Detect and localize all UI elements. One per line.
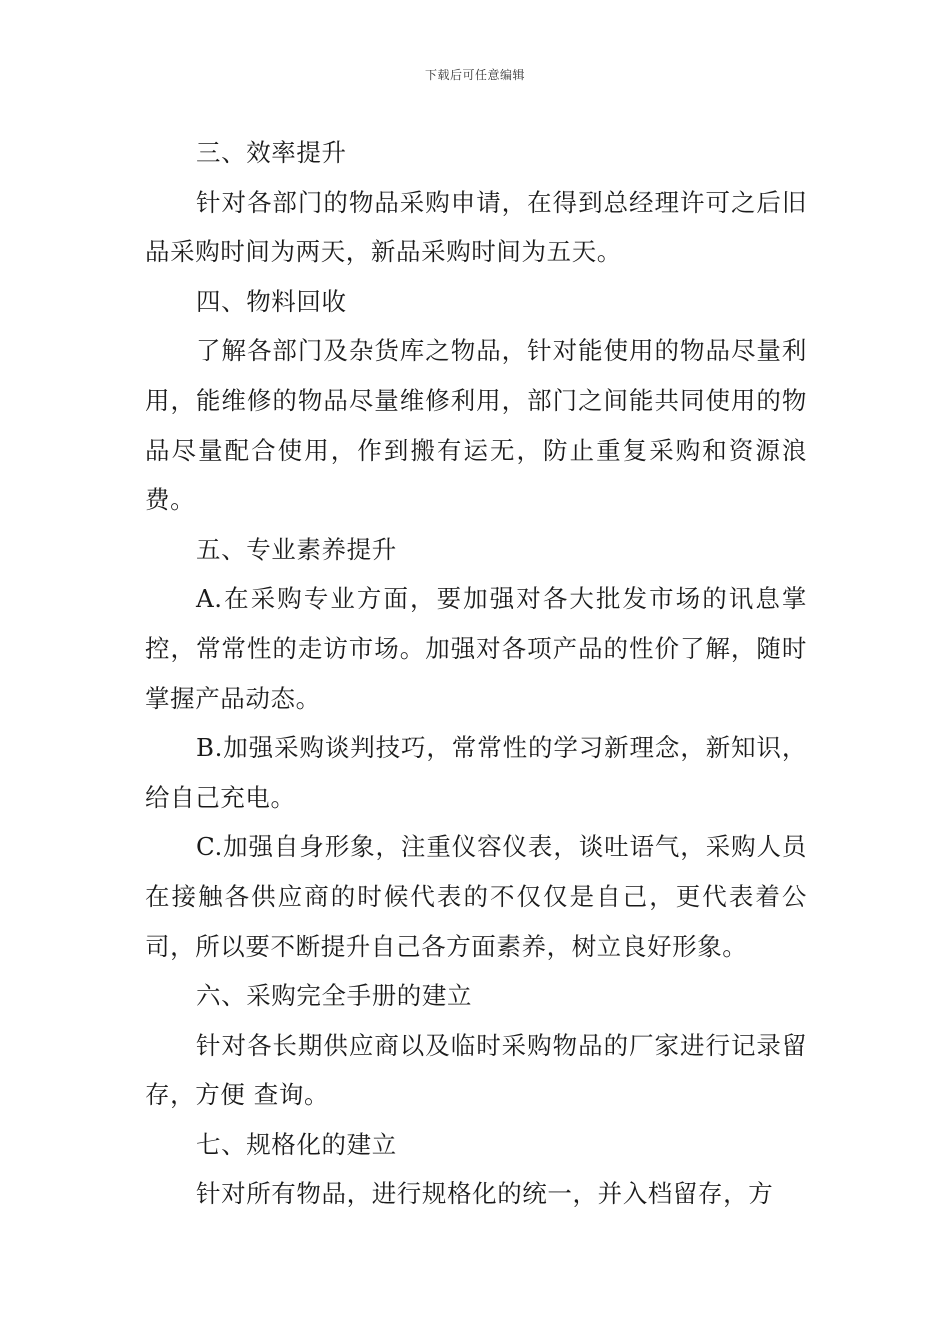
document-body [145, 128, 807, 1219]
page-header: 下载后可任意编辑 [424, 68, 525, 82]
paragraph-efficiency: 针对各部门的物品采购申请，在得到总经理许可之后旧品采购时间为两天，新品采购时间为五天。 [145, 187, 807, 267]
paragraph-item-b: B.加强采购谈判技巧，常常性的学习新理念，新知识，给自己充电。 [145, 733, 807, 812]
paragraph-item-c: C.加强自身形象，注重仪容仪表，谈吐语气，采购人员在接触各供应商的时候代表的不仅仅是自己，更代表着公司，所以要不断提升自己各方面素养，树立良好形象。 [145, 832, 807, 961]
paragraph-material-recovery: 了解各部门及杂货库之物品，针对能使用的物品尽量利用，能维修的物品尽量维修利用，部门之间能共同使用的物品尽量配合使用，作到搬有运无，防止重复采购和资源浪费。 [145, 336, 807, 515]
section-heading-professional-quality: 五、专业素养提升 [196, 534, 397, 564]
section-heading-standardization: 七、规格化的建立 [196, 1129, 397, 1159]
paragraph-procurement-manual: 针对各长期供应商以及临时采购物品的厂家进行记录留存，方便 查询。 [145, 1030, 807, 1110]
section-heading-efficiency: 三、效率提升 [196, 138, 347, 167]
paragraph-item-a: A.在采购专业方面，要加强对各大批发市场的讯息掌控，常常性的走访市场。加强对各项产品的性价了解，随时掌握产品动态。 [145, 584, 807, 713]
paragraph-standardization: 针对所有物品，进行规格化的统一，并入档留存，方 [196, 1179, 774, 1209]
section-heading-procurement-manual: 六、采购完全手册的建立 [196, 981, 473, 1011]
section-heading-material-recovery: 四、物料回收 [196, 286, 347, 316]
